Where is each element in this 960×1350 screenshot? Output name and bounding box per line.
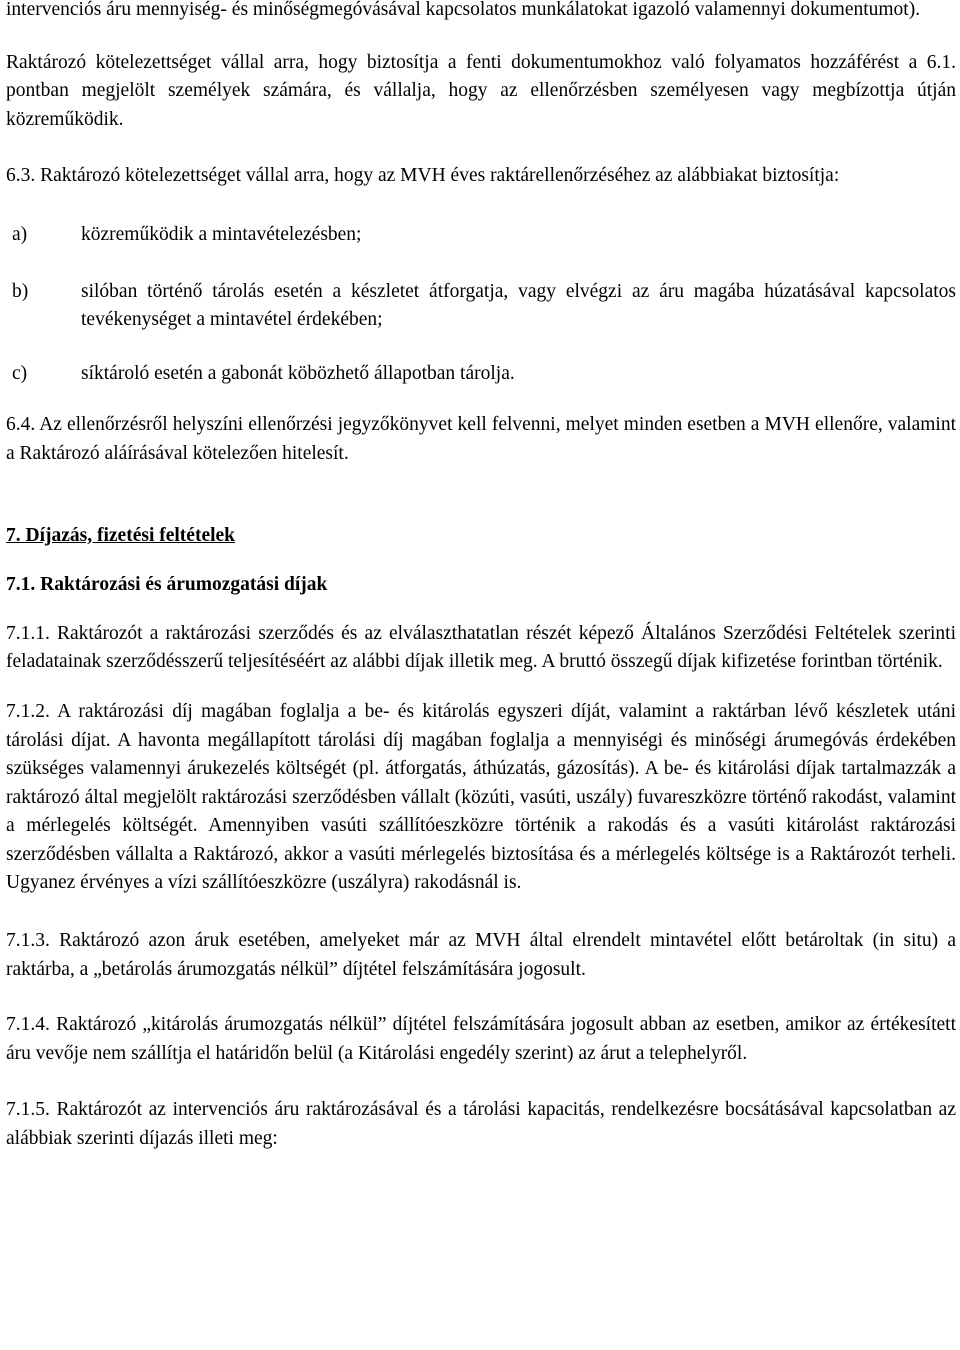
list-item-c [6, 360, 956, 389]
list-item-label: c) [12, 362, 28, 384]
section-heading: 7. Díjazás, fizetési feltételek [6, 524, 236, 546]
paragraph-continuation: intervenciós áru mennyiség- és minőségmegóvásával kapcsolatos munkálatokat igazoló valamennyi dokumentumot). [6, 0, 921, 20]
list-item-a [6, 221, 956, 250]
paragraph-7-1-1: 7.1.1. Raktározót a raktározási szerződés és az elválaszthatatlan részét képező Általános Szerződési Feltételek szerinti feladatainak szerződésszerű teljesítéséért az alábbi díjak illetik meg. A bruttó összegű díjak kifizetése forintban történik. [6, 622, 956, 673]
list-item-b [6, 278, 956, 335]
paragraph-6-3: 6.3. Raktározó kötelezettséget vállal arra, hogy az MVH éves raktárellenőrzéséhez az alábbiakat biztosítja: [6, 165, 840, 187]
paragraph-6-4: 6.4. Az ellenőrzésről helyszíni ellenőrzési jegyzőkönyvet kell felvenni, melyet minden esetben a MVH ellenőre, valamint a Raktározó aláírásával kötelezően hitelesít. [6, 414, 956, 464]
paragraph-7-1-3: 7.1.3. Raktározó azon áruk esetében, amelyeket már az MVH által elrendelt mintavétel előtt betároltak (in situ) a raktárba, a „betárolás árumozgatás nélkül” díjtétel felszámítására jogosult. [6, 930, 956, 980]
paragraph-7-1-4: 7.1.4. Raktározó „kitárolás árumozgatás nélkül” díjtétel felszámítására jogosult abban az esetben, amikor az értékesített áru vevője nem szállítja el határidőn belül (a Kitárolási engedély szerint) az árut a telephelyről. [6, 1014, 956, 1064]
paragraph-document-access: Raktározó kötelezettséget vállal arra, hogy biztosítja a fenti dokumentumokhoz való folyamatos hozzáférést a 6.1. pontban megjelölt személyek számára, és vállalja, hogy az ellenőrzésben személyesen vagy megbízottja útján közreműködik. [6, 51, 956, 130]
subsection-heading: 7.1. Raktározási és árumozgatási díjak [6, 574, 328, 596]
list-item-label: a) [12, 223, 28, 245]
list-item-text: közreműködik a mintavételezésben; [81, 223, 362, 245]
paragraph-7-1-2: 7.1.2. A raktározási díj magában foglalja a be- és kitárolás egyszeri díját, valamint a raktárban lévő készletek utáni tárolási díjat. A havonta megállapított tárolási díj magában foglalja a mennyiségi és minőségi árumegóvás érdekében szükséges valamennyi árukezelés költségét (pl. átforgatás, áthúzatás, gázosítás). A be- és kitárolási díjak tartalmazzák a raktározó által megjelölt raktározási szerződésben vállalt (közúti, vasúti, uszály) fuvareszközre történő rakodást, valamint a mérlegelés költségét. Amennyiben vasúti szállítóeszközre történik a rakodás és a vasúti kitárolást raktározási szerződésben vállalta a Raktározó, akkor a vasúti mérlegelés biztosítása és a mérlegelés költsége is a Raktározót terheli. Ugyanez érvényes a vízi szállítóeszközre (uszályra) rakodásnál is. [6, 700, 956, 894]
list-item-label: b) [12, 280, 29, 302]
list-item-text: síktároló esetén a gabonát köbözhető állapotban tárolja. [81, 362, 515, 384]
paragraph-7-1-5: 7.1.5. Raktározót az intervenciós áru raktározásával és a tárolási kapacitás, rendelkezésre bocsátásával kapcsolatban az alábbiak szerinti díjazás illeti meg: [6, 1099, 956, 1150]
list-item-text: silóban történő tárolás esetén a készletet átforgatja, vagy elvégzi az áru magába húzatásával kapcsolatos tevékenységet a mintavétel érdekében; [81, 280, 956, 331]
